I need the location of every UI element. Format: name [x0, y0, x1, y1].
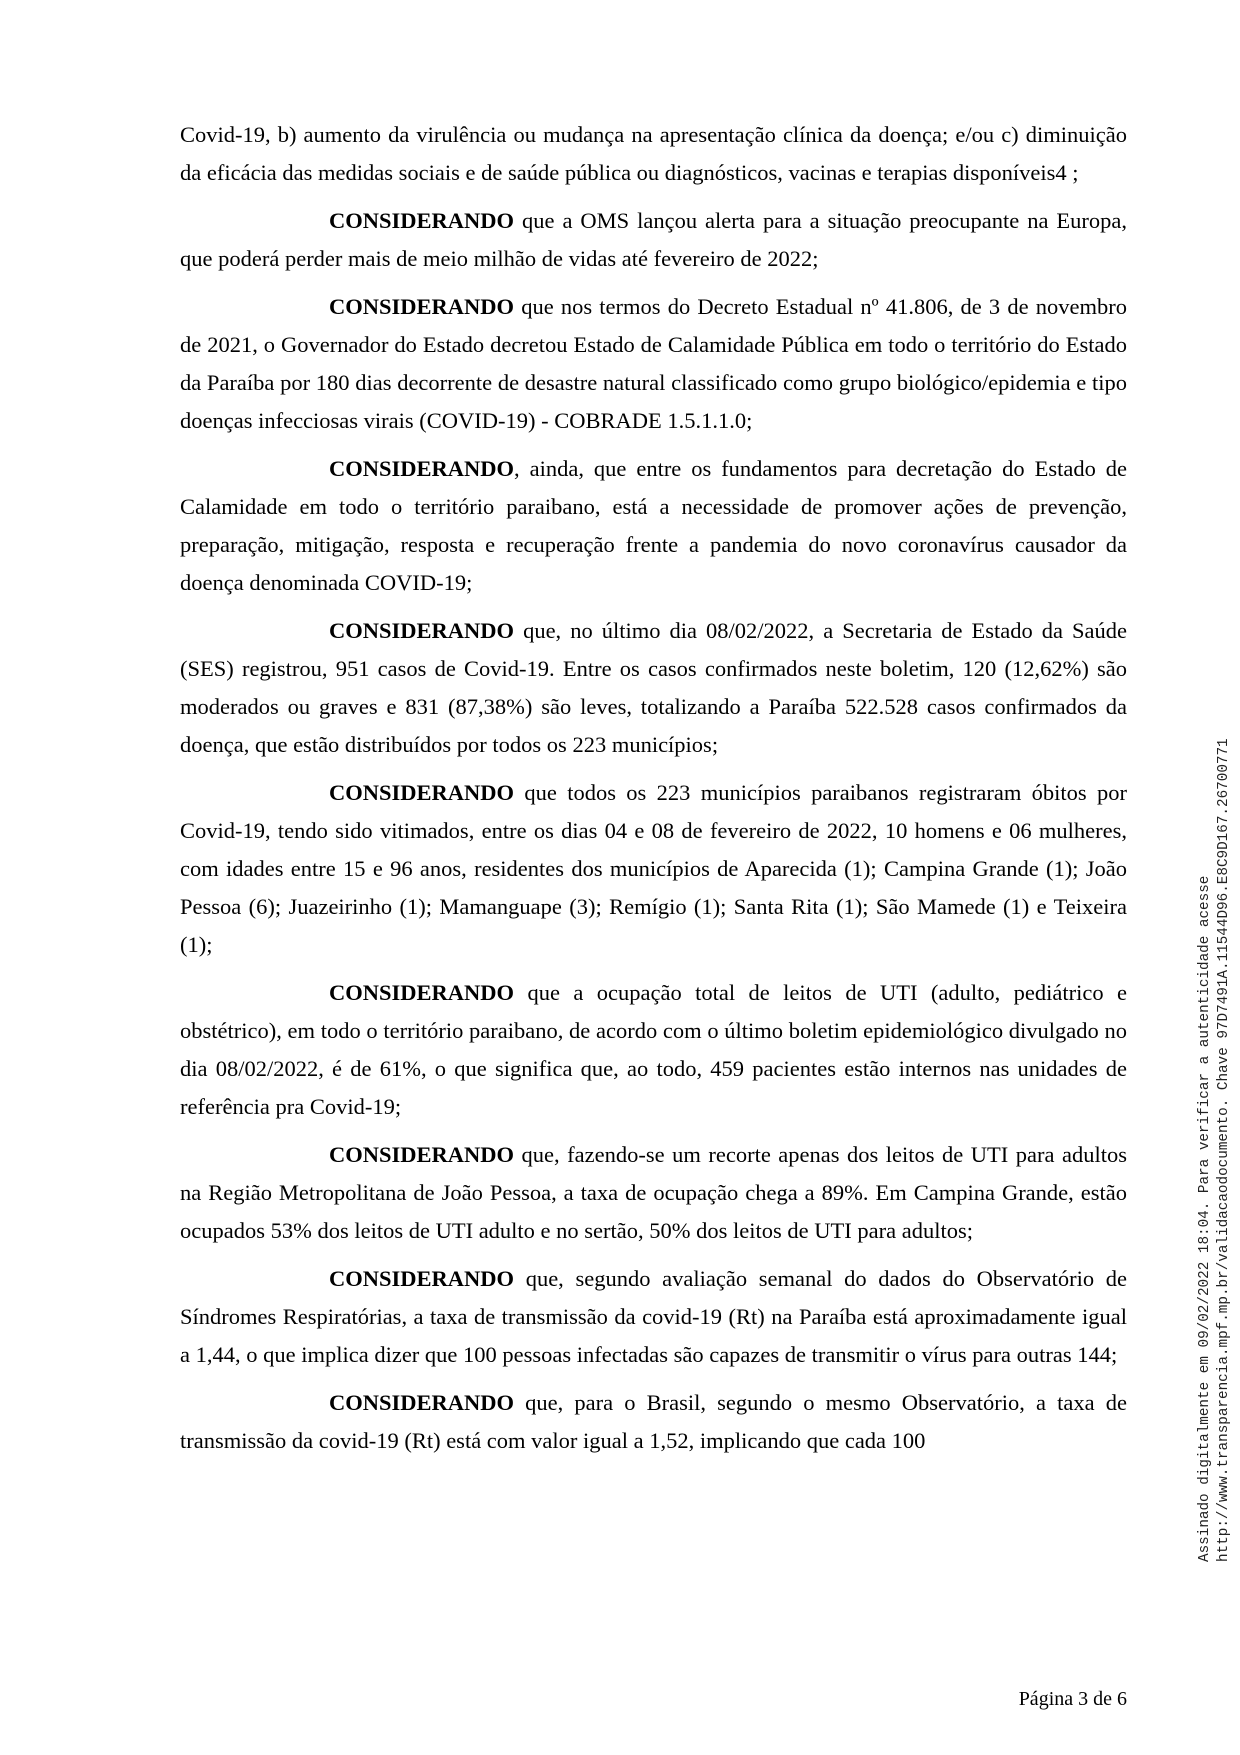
paragraph	[180, 202, 1127, 278]
paragraph-lead: CONSIDERANDO	[329, 1390, 515, 1415]
paragraph-lead: CONSIDERANDO	[329, 456, 515, 481]
paragraph-text: Covid-19, b) aumento da virulência ou mudança na apresentação clínica da doença; e/ou c) diminuição da eficácia das medidas sociais e de saúde pública ou diagnósticos, vacinas e terapias disponíveis4 ;	[180, 122, 1127, 185]
paragraph-text: que, fazendo-se um recorte apenas dos leitos de UTI para adultos na Região Metropolitana de João Pessoa, a taxa de ocupação chega a 89%. Em Campina Grande, estão ocupados 53% dos leitos de UTI adulto e no sertão, 50% dos leitos de UTI para adultos;	[180, 1142, 1127, 1243]
paragraph	[180, 612, 1127, 764]
paragraph-lead: CONSIDERANDO	[329, 618, 515, 643]
paragraph-lead: CONSIDERANDO	[329, 980, 515, 1005]
signature-line-2: http://www.transparencia.mpf.mp.br/validacaodocumento. Chave 97D7491A.11544D96.E8C9D167.26700771	[1216, 738, 1232, 1562]
paragraph	[180, 450, 1127, 602]
paragraph	[180, 1384, 1127, 1460]
document-body	[180, 116, 1127, 1470]
paragraph	[180, 288, 1127, 440]
paragraph-text: que, segundo avaliação semanal do dados do Observatório de Síndromes Respiratórias, a taxa de transmissão da covid-19 (Rt) na Paraíba está aproximadamente igual a 1,44, o que implica dizer que 100 pessoas infectadas são capazes de transmitir o vírus para outras 144;	[180, 1266, 1127, 1367]
paragraph	[180, 774, 1127, 964]
paragraph-text: , ainda, que entre os fundamentos para decretação do Estado de Calamidade em todo o território paraibano, está a necessidade de promover ações de prevenção, preparação, mitigação, resposta e recuperação frente a pandemia do novo coronavírus causador da doença denominada COVID-19;	[180, 456, 1127, 595]
paragraph-lead: CONSIDERANDO	[329, 208, 515, 233]
paragraph-text: que, para o Brasil, segundo o mesmo Observatório, a taxa de transmissão da covid-19 (Rt) está com valor igual a 1,52, implicando que cada 100	[180, 1390, 1127, 1453]
digital-signature-note	[1196, 622, 1234, 1562]
paragraph	[180, 1260, 1127, 1374]
signature-line-1: Assinado digitalmente em 09/02/2022 18:04. Para verificar a autenticidade acesse	[1197, 875, 1213, 1562]
page-number: Página 3 de 6	[1018, 1688, 1127, 1710]
paragraph	[180, 116, 1127, 192]
paragraph-text: que todos os 223 municípios paraibanos registraram óbitos por Covid-19, tendo sido vitimados, entre os dias 04 e 08 de fevereiro de 2022, 10 homens e 06 mulheres, com idades entre 15 e 96 anos, residentes dos municípios de Aparecida (1); Campina Grande (1); João Pessoa (6); Juazeirinho (1); Mamanguape (3); Remígio (1); Santa Rita (1); São Mamede (1) e Teixeira (1);	[180, 780, 1127, 957]
paragraph-text: que a ocupação total de leitos de UTI (adulto, pediátrico e obstétrico), em todo o território paraibano, de acordo com o último boletim epidemiológico divulgado no dia 08/02/2022, é de 61%, o que significa que, ao todo, 459 pacientes estão internos nas unidades de referência pra Covid-19;	[180, 980, 1127, 1119]
paragraph-lead: CONSIDERANDO	[329, 1266, 515, 1291]
paragraph-lead: CONSIDERANDO	[329, 294, 515, 319]
paragraph-text: que nos termos do Decreto Estadual nº 41.806, de 3 de novembro de 2021, o Governador do Estado decretou Estado de Calamidade Pública em todo o território do Estado da Paraíba por 180 dias decorrente de desastre natural classificado como grupo biológico/epidemia e tipo doenças infecciosas virais (COVID-19) - COBRADE 1.5.1.1.0;	[180, 294, 1127, 433]
paragraph-text: que a OMS lançou alerta para a situação preocupante na Europa, que poderá perder mais de meio milhão de vidas até fevereiro de 2022;	[180, 208, 1127, 271]
paragraph-text: que, no último dia 08/02/2022, a Secretaria de Estado da Saúde (SES) registrou, 951 casos de Covid-19. Entre os casos confirmados neste boletim, 120 (12,62%) são moderados ou graves e 831 (87,38%) são leves, totalizando a Paraíba 522.528 casos confirmados da doença, que estão distribuídos por todos os 223 municípios;	[180, 618, 1127, 757]
paragraph	[180, 1136, 1127, 1250]
paragraph-lead: CONSIDERANDO	[329, 780, 515, 805]
paragraph	[180, 974, 1127, 1126]
paragraph-lead: CONSIDERANDO	[329, 1142, 515, 1167]
